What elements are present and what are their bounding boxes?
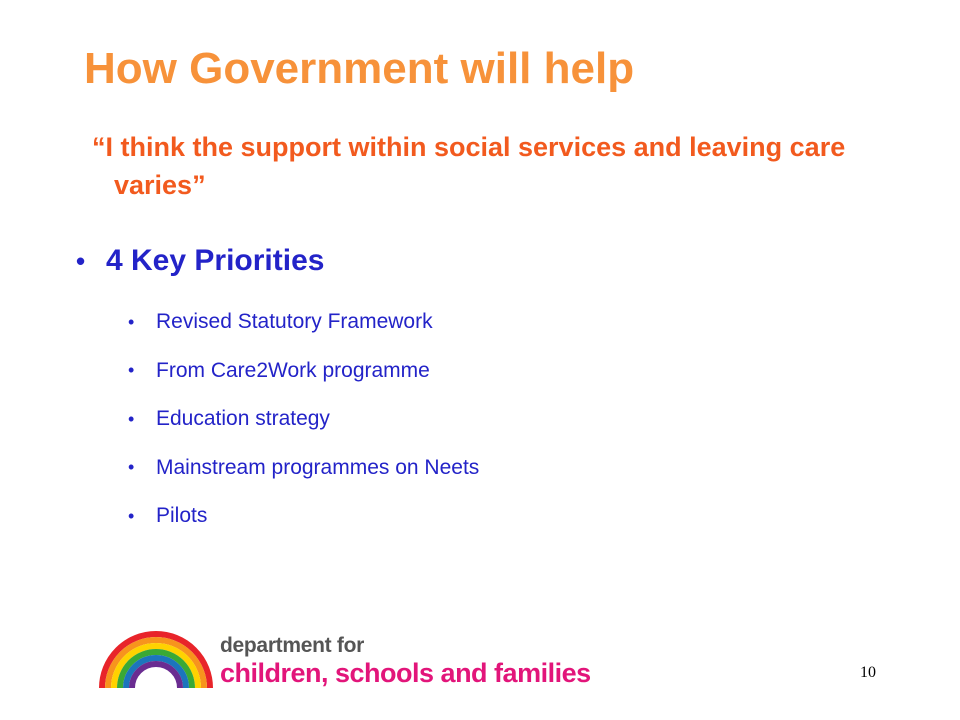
logo-line-1: department for bbox=[220, 634, 364, 657]
bullet-icon: • bbox=[128, 311, 135, 332]
list-item bbox=[128, 298, 479, 347]
list-item-label: From Care2Work programme bbox=[156, 358, 430, 382]
bullet-icon: • bbox=[128, 457, 135, 478]
bullet-icon: • bbox=[128, 408, 135, 429]
main-bullet-label: 4 Key Priorities bbox=[106, 244, 325, 277]
list-item bbox=[128, 395, 479, 444]
list-item bbox=[128, 492, 479, 541]
list-item-label: Pilots bbox=[156, 504, 208, 528]
bullet-icon: • bbox=[128, 360, 135, 381]
priority-list bbox=[128, 298, 479, 541]
department-logo bbox=[96, 626, 591, 690]
page-number: 10 bbox=[860, 664, 876, 681]
rainbow-icon bbox=[96, 626, 216, 690]
slide-quote: “I think the support within social services and leaving care varies” bbox=[92, 132, 846, 200]
list-item-label: Education strategy bbox=[156, 407, 330, 431]
slide-title: How Government will help bbox=[84, 44, 635, 93]
bullet-icon: • bbox=[76, 245, 86, 276]
list-item bbox=[128, 444, 479, 493]
list-item bbox=[128, 347, 479, 396]
bullet-icon: • bbox=[128, 505, 135, 526]
main-bullet bbox=[76, 244, 324, 278]
list-item-label: Mainstream programmes on Neets bbox=[156, 455, 480, 479]
list-item-label: Revised Statutory Framework bbox=[156, 310, 433, 334]
logo-line-2: children, schools and families bbox=[220, 658, 591, 688]
